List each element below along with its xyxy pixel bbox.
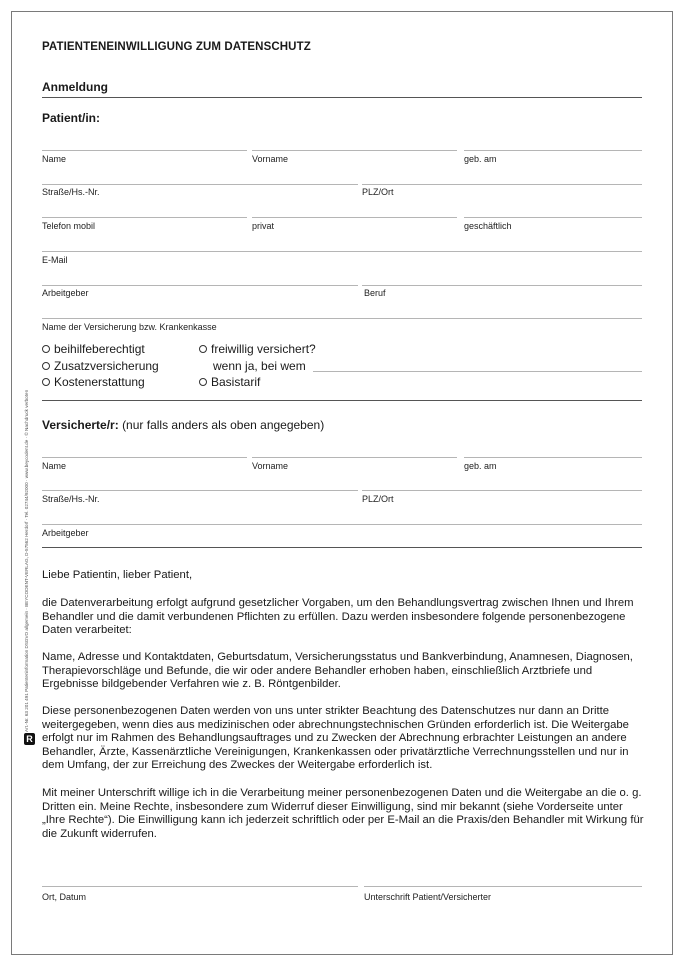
paragraph-3 <box>42 705 647 773</box>
paragraph-4 <box>42 787 647 841</box>
greeting-text: Liebe Patientin, lieber Patient, <box>42 569 193 581</box>
paragraph-1 <box>42 597 647 638</box>
publisher-logo: R <box>24 733 35 745</box>
versicherung-line[interactable] <box>42 318 642 319</box>
option-beihilfe-label: beihilfeberechtigt <box>54 342 145 356</box>
versicherte-note: (nur falls anders als oben angegeben) <box>122 418 325 432</box>
wenn-ja-text <box>213 359 306 373</box>
v-name-label: Name <box>42 461 67 471</box>
option-zusatz[interactable] <box>42 359 159 373</box>
strasse-label: Straße/Hs.-Nr. <box>42 187 100 197</box>
option-freiwillig[interactable] <box>199 342 316 356</box>
greeting <box>42 569 647 583</box>
unterschrift-line[interactable] <box>364 886 642 887</box>
wenn-ja-line[interactable] <box>313 371 642 372</box>
v-name-line[interactable] <box>42 457 247 458</box>
ort-datum-line[interactable] <box>42 886 358 887</box>
versicherte-heading <box>42 418 324 432</box>
v-vorname-label: Vorname <box>252 461 289 471</box>
v-vorname-line[interactable] <box>252 457 457 458</box>
paragraph-4-text: Mit meiner Unterschrift willige ich in die Verarbeitung meiner personenbezogenen Daten und die Weitergabe an die o. g. Dritten ein. Meine Rechte, insbesondere zum Widerruf dieser Einwilligung, sind mir bekannt (siehe Vorderseite unter „Ihre Rechte“). Die Einwilligung kann ich jederzeit schriftlich oder per E-Mail an die Praxis/den Behandler mit Wirkung für die Zukunft widerrufen. <box>42 787 644 840</box>
v-arbeitgeber-line[interactable] <box>42 524 642 525</box>
geschaeftlich-label: geschäftlich <box>464 221 512 231</box>
geb-line[interactable] <box>464 150 642 151</box>
v-plz-label: PLZ/Ort <box>362 494 394 504</box>
unterschrift-label: Unterschrift Patient/Versicherter <box>364 892 492 902</box>
radio-circle-icon[interactable] <box>199 378 207 386</box>
plz-label: PLZ/Ort <box>362 187 394 197</box>
v-geb-line[interactable] <box>464 457 642 458</box>
option-zusatz-label: Zusatzversicherung <box>54 359 159 373</box>
strasse-line[interactable] <box>42 184 358 185</box>
vorname-line[interactable] <box>252 150 457 151</box>
v-plz-line[interactable] <box>362 490 642 491</box>
v-arbeitgeber-label: Arbeitgeber <box>42 528 89 538</box>
option-basis[interactable] <box>199 375 260 389</box>
v-geb-label: geb. am <box>464 461 497 471</box>
versicherung-label: Name der Versicherung bzw. Krankenkasse <box>42 322 217 332</box>
privat-label: privat <box>252 221 275 231</box>
telefon-line[interactable] <box>42 217 247 218</box>
paragraph-1-text: die Datenverarbeitung erfolgt aufgrund gesetzlicher Vorgaben, um den Behandlungsvertrag zwischen Ihnen und Ihrem Behandler und die damit verbundenen Pflichten zu erfüllen. Dazu werden insbesondere folgende personenbezogene Daten verarbeitet: <box>42 597 634 637</box>
divider <box>42 547 642 548</box>
versicherte-heading-label: Versicherte/r: <box>42 418 119 432</box>
arbeitgeber-line[interactable] <box>42 285 358 286</box>
patient-heading: Patient/in: <box>42 111 101 125</box>
paragraph-3-text: Diese personenbezogenen Daten werden von uns unter strikter Beachtung des Datenschutzes nur dann an Dritte weitergegeben, wenn dies aus medizinischen oder abrechnungstechnischen Gründen erforderlich ist. Die Weitergabe erfolgt nur im Rahmen des Behandlungsauftrages und zu Zwecken der Abrechnung erbrachter Leistungen an andere Behandler, Ärzte, Kassenärztliche Vereinigungen, Krankenkassen oder privatärztliche Verrechnungsstellen und nur in dem Umfang, der zur Erreichung des Zweckes der Weitergabe erforderlich ist. <box>42 705 629 772</box>
beruf-label: Beruf <box>364 288 386 298</box>
radio-circle-icon[interactable] <box>42 345 50 353</box>
name-label: Name <box>42 154 67 164</box>
section-heading-anmeldung: Anmeldung <box>42 80 108 94</box>
email-label: E-Mail <box>42 255 68 265</box>
wenn-ja-label: wenn ja, bei wem <box>213 359 306 373</box>
arbeitgeber-label: Arbeitgeber <box>42 288 89 298</box>
document-title: PATIENTENEINWILLIGUNG ZUM DATENSCHUTZ <box>42 41 311 53</box>
paragraph-2-text: Name, Adresse und Kontaktdaten, Geburtsdatum, Versicherungsstatus und Bankverbindung, Anamnesen, Diagnosen, Therapievorschläge und Befunde, die wir oder andere Behandler erhoben haben, einschließlich Arztbriefe und Ergebnisse bildgebender Verfahren wie z. B. Röntgenbilder. <box>42 651 633 691</box>
paragraph-2 <box>42 651 647 692</box>
privat-line[interactable] <box>252 217 457 218</box>
publisher-imprint: Art.-Nr. 63 201 491 Patienteninformation DSGVO allgemein · BEYCODENT-VERLAG, D-57562 Herdorf · Tel. 02744/92000 · www.beycodent.de · © Nachdruck verboten <box>24 389 29 732</box>
name-line[interactable] <box>42 150 247 151</box>
option-kosten[interactable] <box>42 375 145 389</box>
v-strasse-line[interactable] <box>42 490 358 491</box>
divider <box>42 400 642 401</box>
ort-datum-label: Ort, Datum <box>42 892 87 902</box>
geb-label: geb. am <box>464 154 497 164</box>
email-line[interactable] <box>42 251 642 252</box>
option-kosten-label: Kostenerstattung <box>54 375 145 389</box>
radio-circle-icon[interactable] <box>42 378 50 386</box>
divider <box>42 97 642 98</box>
option-freiwillig-label: freiwillig versichert? <box>211 342 316 356</box>
radio-circle-icon[interactable] <box>42 362 50 370</box>
v-strasse-label: Straße/Hs.-Nr. <box>42 494 100 504</box>
option-basis-label: Basistarif <box>211 375 261 389</box>
plz-line[interactable] <box>362 184 642 185</box>
beruf-line[interactable] <box>362 285 642 286</box>
radio-circle-icon[interactable] <box>199 345 207 353</box>
option-beihilfe[interactable] <box>42 342 145 356</box>
vorname-label: Vorname <box>252 154 289 164</box>
geschaeftlich-line[interactable] <box>464 217 642 218</box>
telefon-label: Telefon mobil <box>42 221 96 231</box>
